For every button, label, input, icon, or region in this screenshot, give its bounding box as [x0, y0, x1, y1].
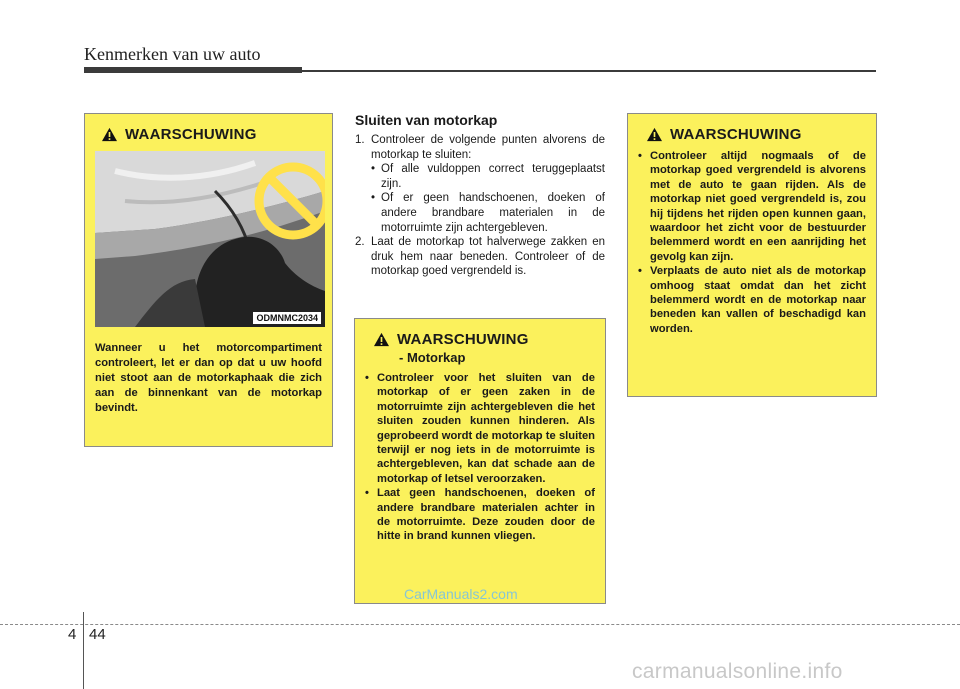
right-warning-box	[627, 113, 877, 397]
list-item-text: Laat geen handschoenen, doeken of andere brandbare materialen achter in de motorruimte. Deze zouden door de hitte in brand kunnen vliegen.	[377, 487, 595, 543]
hood-illustration-drawing	[95, 151, 325, 327]
list-item	[365, 371, 595, 486]
left-warning-text: Wanneer u het motorcompartiment controleert, let er dan op dat u uw hoofd niet stoot aan de motorkaphaak die zich aan de binnenkant van de motorkap bevindt.	[95, 342, 322, 414]
chapter-number: 4	[68, 626, 77, 643]
step-number: 2.	[355, 236, 365, 249]
footer-dashed-line	[0, 624, 960, 625]
image-code-label: ODMNMC2034	[253, 312, 321, 324]
right-warning-title: WAARSCHUWING	[670, 126, 802, 143]
bullet-text: Of er geen handschoenen, doeken of andere brandbare materialen in de motorruimte zijn achtergebleven.	[381, 192, 605, 234]
left-warning-header	[101, 126, 322, 143]
hood-illustration	[95, 151, 325, 327]
bullet-item	[371, 162, 605, 191]
step-2	[355, 235, 605, 279]
bullet-dot: •	[365, 372, 369, 384]
list-item	[365, 486, 595, 544]
bullet-dot: •	[371, 192, 376, 205]
list-item	[638, 264, 866, 336]
step-text: Controleer de volgende punten alvorens de motorkap te sluiten:	[371, 134, 605, 161]
warning-triangle-icon	[101, 127, 118, 142]
header-rule	[302, 70, 876, 72]
left-warning-box	[84, 113, 333, 447]
bullet-dot: •	[638, 265, 642, 278]
watermark-link[interactable]: CarManuals2.com	[404, 586, 518, 602]
step-text: Laat de motorkap tot halverwege zakken en druk hem naar beneden. Controleer of de motorkap goed vergrendeld is.	[371, 236, 605, 278]
list-item-text: Controleer voor het sluiten van de motorkap of er geen zaken in de motorruimte zijn achtergebleven die het sluiten zouden kunnen hinderen. Als geprobeerd wordt de motorkap te sluiten terwijl er nog iets in de motorruimte is achtergebleven, kan dat schade aan de motorkap of letsel veroorzaken.	[377, 372, 595, 485]
bullet-text: Of alle vuldoppen correct teruggeplaatst zijn.	[381, 163, 605, 190]
right-warning-list	[638, 149, 866, 336]
list-item	[638, 149, 866, 264]
mid-warning-box	[354, 318, 606, 604]
step-number: 1.	[355, 134, 365, 146]
footer-divider	[83, 612, 84, 689]
mid-warning-header	[373, 331, 595, 348]
site-watermark: carmanualsonline.info	[632, 660, 843, 683]
bullet-dot: •	[371, 163, 376, 176]
page-header-title: Kenmerken van uw auto	[84, 44, 261, 64]
mid-warning-list	[365, 371, 595, 544]
list-item-text: Verplaats de auto niet als de motorkap omhoog staat omdat dan het zicht belemmerd wordt en de motorkap naar beneden kan vallen of beschadigd kan worden.	[650, 265, 866, 335]
bullet-dot: •	[638, 150, 642, 162]
section-title: Sluiten van motorkap	[355, 112, 498, 128]
page-number: 44	[89, 626, 106, 643]
mid-warning-subtitle: - Motorkap	[399, 350, 466, 365]
warning-triangle-icon	[646, 127, 663, 142]
mid-warning-title: WAARSCHUWING	[397, 331, 529, 348]
bullet-dot: •	[365, 487, 369, 500]
list-item-text: Controleer altijd nogmaals of de motorkap goed vergrendeld is alvorens met de auto te gaan rijden. Als de motorkap niet goed vergrendeld is, zou hij tijdens het rijden open kunnen gaan, waardoor het zicht voor de bestuurder belemmerd wordt en een aanrijding het gevolg kan zijn.	[650, 150, 866, 263]
warning-triangle-icon	[373, 332, 390, 347]
right-warning-header	[646, 126, 866, 143]
closing-steps	[355, 133, 605, 279]
bullet-item	[371, 191, 605, 235]
header-bar-thick	[84, 67, 302, 73]
left-warning-title: WAARSCHUWING	[125, 126, 257, 143]
step-1	[355, 133, 605, 162]
